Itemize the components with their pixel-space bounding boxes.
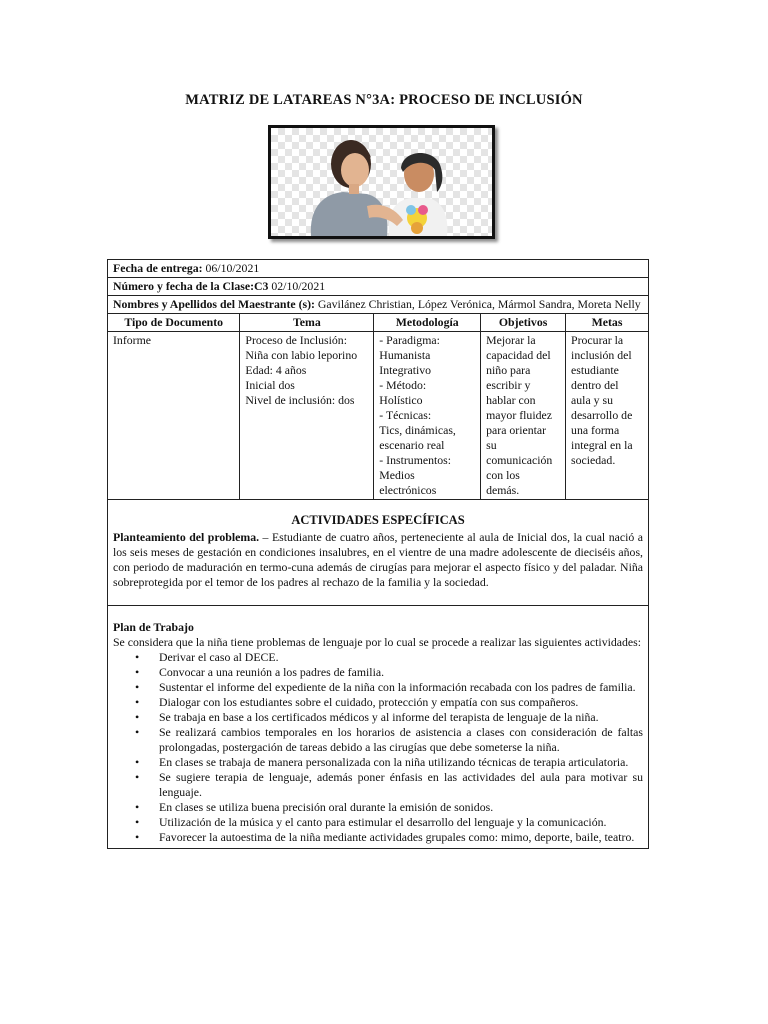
objetivos-line: mayor fluidez <box>486 408 552 422</box>
plan-cell <box>108 606 649 849</box>
tema-line: Nivel de inclusión: dos <box>245 393 355 407</box>
problema-paragraph <box>113 530 643 590</box>
tema-line: Inicial dos <box>245 378 295 392</box>
plan-list-item: • Sustentar el informe del expediente de la niña con la información recabada con los padres de familia. <box>159 680 643 695</box>
plan-list-item: • Convocar a una reunión a los padres de familia. <box>159 665 643 680</box>
objetivos-line: para orientar <box>486 423 547 437</box>
photo-illustration <box>271 128 492 236</box>
tipo-cell: Informe <box>108 332 240 500</box>
teacher-child-photo <box>268 125 495 239</box>
metodologia-line: - Método: <box>379 378 427 392</box>
actividades-cell <box>108 500 649 606</box>
fecha-entrega-label: Fecha de entrega: <box>113 261 203 275</box>
objetivos-line: su <box>486 438 497 452</box>
objetivos-line: hablar con <box>486 393 536 407</box>
metas-line: sociedad. <box>571 453 616 467</box>
metodologia-cell <box>374 332 481 500</box>
column-header: Tipo de Documento <box>108 314 240 332</box>
objetivos-line: Mejorar la <box>486 333 536 347</box>
numero-clase-value: 02/10/2021 <box>268 279 326 293</box>
objetivos-line: capacidad del <box>486 348 551 362</box>
plan-list-item: • Dialogar con los estudiantes sobre el cuidado, protección y empatía con sus compañeros. <box>159 695 643 710</box>
column-header: Objetivos <box>481 314 566 332</box>
data-row <box>108 332 649 500</box>
plan-list-item: • Se sugiere terapia de lenguaje, además poner énfasis en las actividades del aula para motivar su lenguaje. <box>159 770 643 800</box>
objetivos-line: niño para <box>486 363 531 377</box>
column-header: Tema <box>240 314 374 332</box>
nombres-label: Nombres y Apellidos del Maestrante (s): <box>113 297 315 311</box>
objetivos-cell <box>481 332 566 500</box>
numero-clase-row <box>108 278 649 296</box>
metas-cell <box>566 332 649 500</box>
plan-list-item: • En clases se trabaja de manera personalizada con la niña utilizando técnicas de terapia articulatoria. <box>159 755 643 770</box>
metas-line: integral en la <box>571 438 633 452</box>
numero-clase-label: Número y fecha de la Clase:C3 <box>113 279 269 293</box>
actividades-heading: ACTIVIDADES ESPECÍFICAS <box>291 513 465 527</box>
tema-cell <box>240 332 374 500</box>
plan-intro: Se considera que la niña tiene problemas de lenguaje por lo cual se procede a realizar las siguientes actividades: <box>113 635 642 649</box>
metodologia-line: Humanista <box>379 348 431 362</box>
metodologia-line: Tics, dinámicas, <box>379 423 456 437</box>
plan-list-item: • Derivar el caso al DECE. <box>159 650 643 665</box>
inclusion-matrix-table <box>107 259 649 849</box>
column-header-row <box>108 314 649 332</box>
plan-list <box>113 650 643 845</box>
metodologia-line: - Técnicas: <box>379 408 432 422</box>
tema-line: Niña con labio leporino <box>245 348 358 362</box>
plan-list-item: • Utilización de la música y el canto para estimular el desarrollo del lenguaje y la comunicación. <box>159 815 643 830</box>
plan-list-item: • Se trabaja en base a los certificados médicos y al informe del terapista de lenguaje de la niña. <box>159 710 643 725</box>
metodologia-line: - Instrumentos: <box>379 453 452 467</box>
document-title: MATRIZ DE LATAREAS N°3A: PROCESO DE INCLUSIÓN <box>185 92 583 108</box>
nombres-value: Gavilánez Christian, López Verónica, Mármol Sandra, Moreta Nelly <box>314 297 641 311</box>
metodologia-line: Medios <box>379 468 415 482</box>
metodologia-line: - Paradigma: <box>379 333 440 347</box>
fecha-entrega-row <box>108 260 649 278</box>
objetivos-line: comunicación <box>486 453 553 467</box>
metas-line: inclusión del <box>571 348 632 362</box>
problema-label: Planteamiento del problema. <box>113 530 260 544</box>
metas-line: dentro del <box>571 378 619 392</box>
metas-line: Procurar la <box>571 333 624 347</box>
objetivos-line: escribir y <box>486 378 531 392</box>
plan-list-item: • Se realizará cambios temporales en los horarios de asistencia a clases con consideración de faltas prolongadas, postergación de tareas debido a las cirugías que debe someterse la niña. <box>159 725 643 755</box>
plan-heading: Plan de Trabajo <box>113 620 194 634</box>
column-header: Metodología <box>374 314 481 332</box>
plan-list-item: • En clases se utiliza buena precisión oral durante la emisión de sonidos. <box>159 800 643 815</box>
column-header: Metas <box>566 314 649 332</box>
objetivos-line: con los <box>486 468 520 482</box>
metodologia-line: Holístico <box>379 393 423 407</box>
nombres-row <box>108 296 649 314</box>
tema-line: Edad: 4 años <box>245 363 307 377</box>
metodologia-line: electrónicos <box>379 483 437 497</box>
metas-line: aula y su <box>571 393 613 407</box>
metas-line: desarrollo de <box>571 408 633 422</box>
metodologia-line: Integrativo <box>379 363 432 377</box>
tema-line: Proceso de Inclusión: <box>245 333 347 347</box>
metodologia-line: escenario real <box>379 438 445 452</box>
fecha-entrega-value: 06/10/2021 <box>202 261 260 275</box>
problema-text: – Estudiante de cuatro años, perteneciente al aula de Inicial dos, la cual nació a los seis meses de gestación en condiciones insalubres, en el vientre de una madre adolescente de dieciséis años, con periodo de maduración en termo-cuna además de cirugías para mejorar el aspecto físico y del paladar. Niña sobreprotegida por el temor de los padres al rechazo de la familia y la sociedad. <box>113 530 643 589</box>
metas-line: una forma <box>571 423 620 437</box>
objetivos-line: demás. <box>486 483 520 497</box>
plan-list-item: • Favorecer la autoestima de la niña mediante actividades grupales como: mimo, deporte, baile, teatro. <box>159 830 643 845</box>
metas-line: estudiante <box>571 363 619 377</box>
